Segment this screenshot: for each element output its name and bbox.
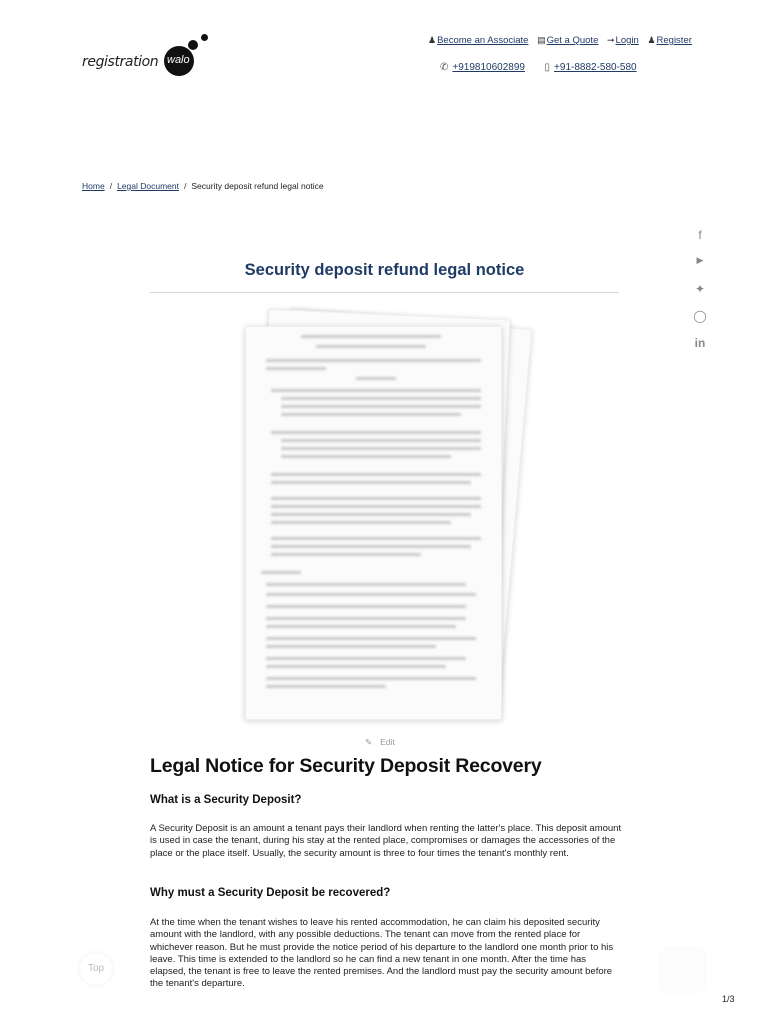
- logo-dot: [188, 40, 198, 50]
- register-link[interactable]: Register: [656, 35, 692, 46]
- blurred-text-line: [261, 571, 301, 574]
- blurred-text-line: [281, 413, 461, 416]
- logo[interactable]: [82, 34, 212, 84]
- blurred-text-line: [271, 431, 481, 434]
- blurred-text-line: [266, 617, 466, 620]
- login-icon: ➞: [607, 35, 615, 45]
- blurred-text-line: [266, 625, 456, 628]
- instagram-icon[interactable]: ◯: [693, 309, 707, 323]
- become-associate-link[interactable]: Become an Associate: [437, 35, 529, 46]
- breadcrumb-legal-document[interactable]: Legal Document: [117, 181, 179, 191]
- phone-links: [440, 62, 637, 73]
- document-preview-image: [240, 312, 530, 722]
- breadcrumb-home[interactable]: Home: [82, 181, 105, 191]
- twitter-icon[interactable]: ✦: [694, 282, 706, 296]
- blurred-text-line: [301, 335, 441, 338]
- section-body: At the time when the tenant wishes to leave his rented accommodation, he can claim his deposited security amount with the landlord, with any possible deductions. The tenant can move from the rented place for whichever reason. But he must provide the notice period of his departure to the landlord one month prior to his leave. This time is extended to the landlord so he can find a new tenant in one month. After the time has elapsed, the tenant is free to leave the rented premises. And the landlord must pay the security amount before the tenant's departure.: [150, 917, 614, 990]
- blurred-text-line: [271, 481, 471, 484]
- blurred-text-line: [271, 473, 481, 476]
- blurred-text-line: [281, 405, 481, 408]
- blurred-text-line: [281, 447, 481, 450]
- blurred-text-line: [271, 497, 481, 500]
- blurred-text-line: [271, 537, 481, 540]
- whatsapp-icon: ✆: [440, 62, 449, 73]
- blurred-text-line: [266, 645, 436, 648]
- get-quote-link[interactable]: Get a Quote: [546, 35, 599, 46]
- logo-dot: [201, 34, 208, 41]
- blurred-text-line: [271, 513, 471, 516]
- register-icon: ♟: [647, 35, 656, 45]
- article-heading: Legal Notice for Security Deposit Recovery: [150, 755, 542, 777]
- breadcrumb: Home / Legal Document / Security deposit refund legal notice: [82, 181, 324, 191]
- blurred-text-line: [266, 359, 481, 362]
- blurred-text-line: [316, 345, 426, 348]
- logo-wordmark: registration: [82, 54, 159, 70]
- blurred-text-line: [271, 553, 421, 556]
- section-body: A Security Deposit is an amount a tenant pays their landlord when renting the latter's place. This deposit amount is used in case the tenant, during his stay at the rented place, compromises or damages the accessories of the place or the place itself. Usually, the security amount is three to four times the tenant's monthly rent.: [150, 823, 622, 859]
- blurred-text-line: [281, 397, 481, 400]
- logo-badge: walo: [164, 46, 194, 76]
- section-heading: Why must a Security Deposit be recovered?: [150, 887, 391, 899]
- section-heading: What is a Security Deposit?: [150, 794, 302, 806]
- blurred-text-line: [266, 593, 476, 596]
- edit-link[interactable]: ✎ Edit: [365, 737, 395, 747]
- blurred-text-line: [271, 545, 471, 548]
- login-link[interactable]: Login: [615, 35, 639, 46]
- mobile-phone-link[interactable]: +91-8882-580-580: [554, 62, 637, 73]
- youtube-icon[interactable]: ▶: [696, 255, 704, 265]
- top-links: [428, 35, 698, 46]
- page-number: 1/3: [722, 994, 735, 1004]
- quote-icon: ▤: [537, 35, 546, 45]
- blurred-text-line: [281, 439, 481, 442]
- blurred-text-line: [266, 657, 466, 660]
- blurred-text-line: [271, 521, 451, 524]
- blurred-text-line: [266, 677, 476, 680]
- linkedin-icon[interactable]: in: [694, 336, 706, 350]
- user-icon: ♟: [428, 35, 437, 45]
- blurred-text-line: [356, 377, 396, 380]
- blurred-text-line: [271, 505, 481, 508]
- mobile-icon: ▯: [544, 62, 551, 73]
- page-title: Security deposit refund legal notice: [244, 261, 525, 279]
- blurred-text-line: [271, 389, 481, 392]
- blurred-text-line: [281, 455, 451, 458]
- back-to-top-button[interactable]: Top: [80, 953, 112, 985]
- blurred-text-line: [266, 583, 466, 586]
- chat-widget[interactable]: [662, 950, 704, 990]
- breadcrumb-current: Security deposit refund legal notice: [191, 181, 324, 191]
- blurred-text-line: [266, 685, 386, 688]
- blurred-text-line: [266, 605, 466, 608]
- pencil-icon: ✎: [365, 737, 373, 747]
- document-page-front: [245, 326, 502, 720]
- whatsapp-phone-link[interactable]: +919810602899: [452, 62, 525, 73]
- blurred-text-line: [266, 637, 476, 640]
- social-sidebar: [690, 228, 710, 363]
- title-divider: [150, 292, 619, 293]
- blurred-text-line: [266, 367, 326, 370]
- blurred-text-line: [266, 665, 446, 668]
- facebook-icon[interactable]: f: [698, 228, 702, 242]
